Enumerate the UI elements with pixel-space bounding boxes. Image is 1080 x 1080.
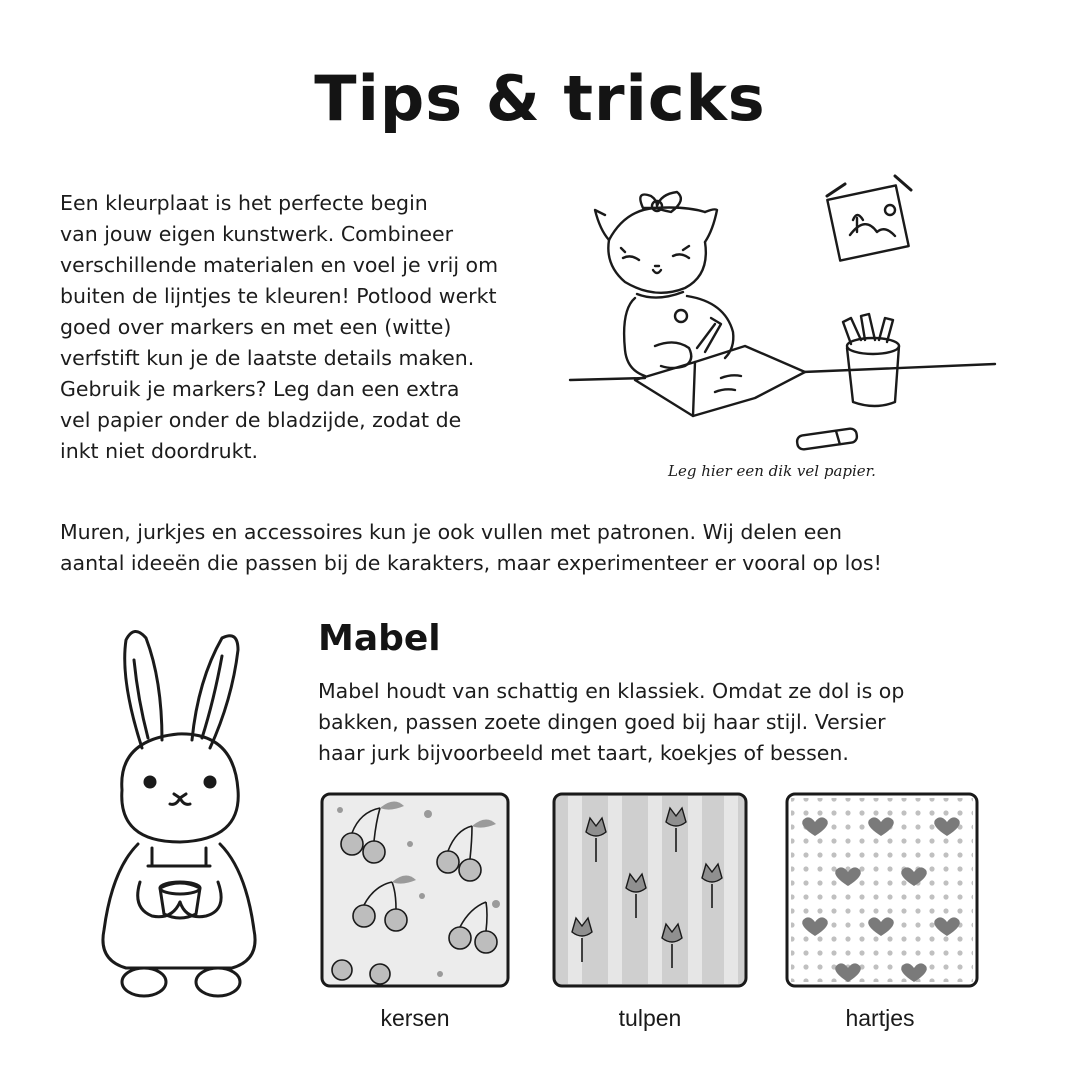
character-name: Mabel	[318, 618, 441, 659]
cat-drawing-illustration	[565, 170, 1005, 470]
page-title: Tips & tricks	[314, 62, 766, 135]
bunny-mabel-illustration	[82, 620, 272, 1010]
pattern-swatch-tulpen	[552, 792, 742, 988]
patterns-line: Muren, jurkjes en accessoires kun je ook vullen met patronen. Wij delen een	[60, 520, 842, 544]
description-line: Mabel houdt van schattig en klassiek. Omdat ze dol is op	[318, 679, 905, 703]
cherry-pattern-icon	[320, 792, 510, 988]
cat-icon	[595, 192, 805, 416]
pattern-label: hartjes	[845, 1005, 915, 1031]
intro-line: buiten de lijntjes te kleuren! Potlood werkt	[60, 284, 497, 308]
intro-line: inkt niet doordrukt.	[60, 439, 258, 463]
illustration-caption: Leg hier een dik vel papier.	[668, 462, 876, 480]
description-line: haar jurk bijvoorbeeld met taart, koekjes of bessen.	[318, 741, 849, 765]
pattern-label: tulpen	[618, 1005, 682, 1031]
intro-line: Een kleurplaat is het perfecte begin	[60, 191, 428, 215]
heart-pattern-icon	[785, 792, 979, 988]
intro-line: Gebruik je markers? Leg dan een extra	[60, 377, 460, 401]
character-description	[318, 676, 998, 769]
patterns-line: aantal ideeën die passen bij de karakters, maar experimenteer er vooral op los!	[60, 551, 882, 575]
intro-line: goed over markers en met een (witte)	[60, 315, 452, 339]
intro-paragraph	[60, 188, 560, 467]
marker-icon	[796, 428, 857, 450]
description-line: bakken, passen zoete dingen goed bij haar stijl. Versier	[318, 710, 886, 734]
pattern-swatch-hartjes	[785, 792, 975, 988]
intro-line: verfstift kun je de laatste details maken.	[60, 346, 475, 370]
intro-line: van jouw eigen kunstwerk. Combineer	[60, 222, 453, 246]
pattern-label: kersen	[380, 1005, 450, 1031]
intro-line: verschillende materialen en voel je vrij om	[60, 253, 499, 277]
patterns-paragraph	[60, 517, 1030, 579]
intro-line: vel papier onder de bladzijde, zodat de	[60, 408, 462, 432]
wall-picture-icon	[827, 176, 911, 261]
pencil-cup-icon	[843, 314, 899, 406]
tulip-pattern-icon	[552, 792, 748, 988]
pattern-swatch-kersen	[320, 792, 510, 988]
